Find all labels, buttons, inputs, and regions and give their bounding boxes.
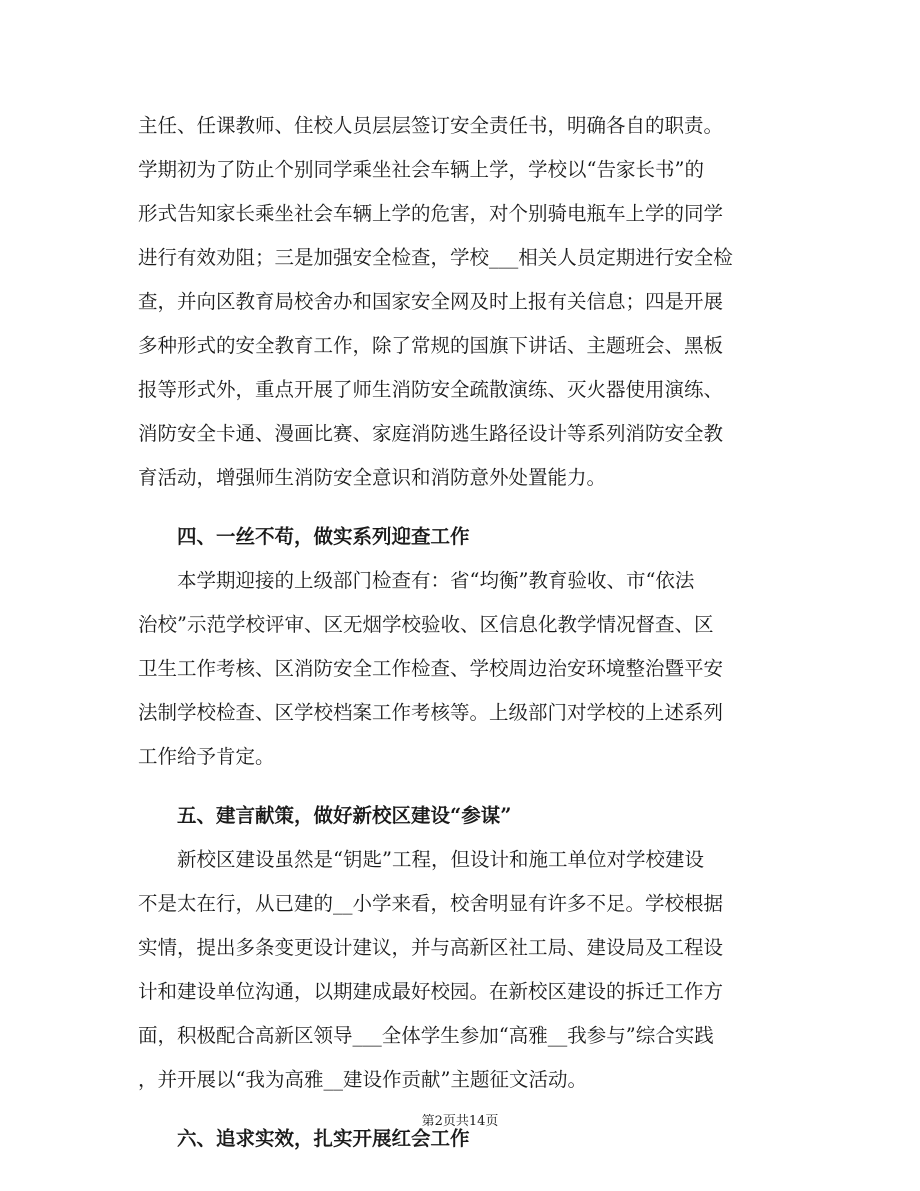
text-line: 工作给予肯定。 <box>138 745 275 768</box>
text-line: 多种形式的安全教育工作，除了常规的国旗下讲话、主题班会、黑板 <box>138 334 724 357</box>
section-heading: 五、建言献策，做好新校区建设“参谋” <box>177 804 512 827</box>
text-line: 本学期迎接的上级部门检查有：省“均衡”教育验收、市“依法 <box>177 569 695 592</box>
text-line: 育活动，增强师生消防安全意识和消防意外处置能力。 <box>138 466 607 489</box>
text-line: 新校区建设虽然是“钥匙”工程，但设计和施工单位对学校建设 <box>177 848 704 871</box>
section-spacer <box>138 500 786 515</box>
text-line: 查，并向区教育局校舍办和国家安全网及时上报有关信息；四是开展 <box>138 290 724 313</box>
text-line: 实情，提出多条变更设计建议，并与高新区社工局、建设局及工程设 <box>138 936 724 959</box>
text-line: 报等形式外，重点开展了师生消防安全疏散演练、灭火器使用演练、 <box>138 378 724 401</box>
page-number: 第2页共14页 <box>421 1114 499 1129</box>
section-heading: 四、一丝不苟，做实系列迎查工作 <box>177 525 470 548</box>
paragraph-1 <box>138 104 786 500</box>
text-line: 治校”示范学校评审、区无烟学校验收、区信息化教学情况督查、区 <box>138 613 714 636</box>
document-body <box>138 104 786 1161</box>
section-spacer <box>138 779 786 794</box>
text-line: 计和建设单位沟通，以期建成最好校园。在新校区建设的拆迁工作方 <box>138 980 724 1003</box>
text-line: 消防安全卡通、漫画比赛、家庭消防逃生路径设计等系列消防安全教 <box>138 422 724 445</box>
text-line: 进行有效劝阻；三是加强安全检查，学校___相关人员定期进行安全检 <box>138 246 733 269</box>
section-5 <box>138 794 786 1102</box>
text-line: 面，积极配合高新区领导___全体学生参加“高雅__我参与”综合实践 <box>138 1024 714 1047</box>
text-line: 形式告知家长乘坐社会车辆上学的危害，对个别骑电瓶车上学的同学 <box>138 202 724 225</box>
text-line: 卫生工作考核、区消防安全工作检查、学校周边治安环境整治暨平安 <box>138 657 724 680</box>
text-line: 主任、任课教师、住校人员层层签订安全责任书，明确各自的职责。 <box>138 114 724 137</box>
text-line: 法制学校检查、区学校档案工作考核等。上级部门对学校的上述系列 <box>138 701 724 724</box>
section-4 <box>138 515 786 779</box>
text-line: ，并开展以“我为高雅__建设作贡献”主题征文活动。 <box>138 1068 587 1091</box>
text-line: 学期初为了防止个别同学乘坐社会车辆上学，学校以“告家长书”的 <box>138 158 704 181</box>
text-line: 不是太在行，从已建的__小学来看，校舍明显有许多不足。学校根据 <box>138 892 724 915</box>
section-heading: 六、追求实效，扎实开展红会工作 <box>177 1127 470 1150</box>
